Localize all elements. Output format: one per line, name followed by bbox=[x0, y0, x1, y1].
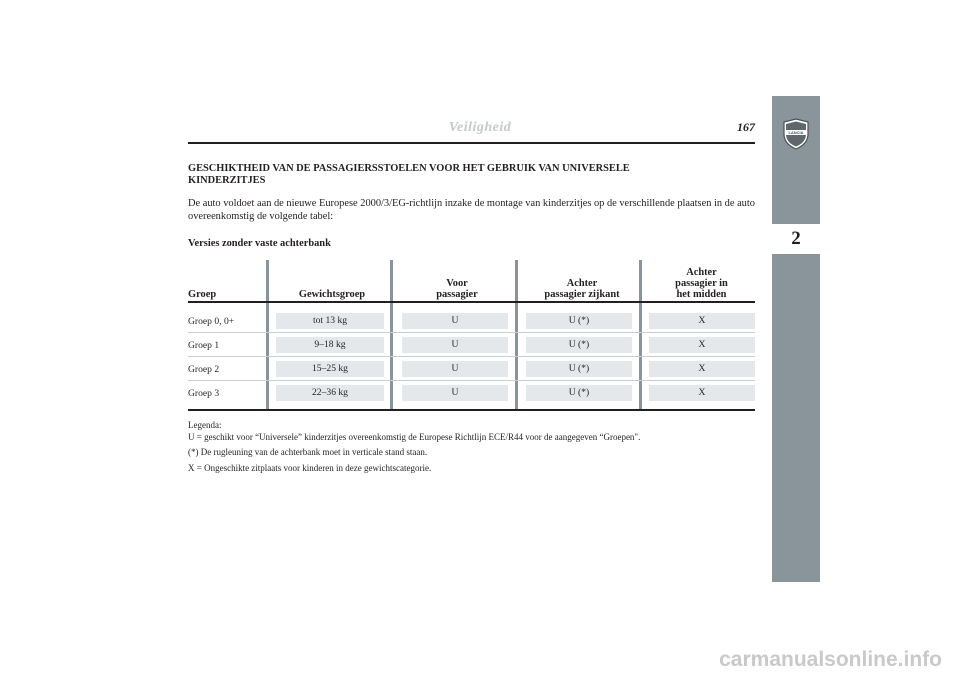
header-rear-mid-line3: het midden bbox=[676, 289, 727, 300]
row-rear-mid-cell: X bbox=[649, 361, 755, 377]
header-rule-bottom bbox=[188, 301, 755, 303]
header-rear-mid-line2: passagier in bbox=[675, 278, 728, 289]
column-separator bbox=[639, 260, 642, 410]
row-group-label: Groep 0, 0+ bbox=[188, 316, 235, 327]
row-weight-cell: tot 13 kg bbox=[276, 313, 384, 329]
header-rear-side bbox=[525, 278, 639, 300]
legend-u: U = geschikt voor “Universele” kinderzitjes overeenkomstig de Europese Richtlijn ECE/R44 voor de aangegeven “Groepen". bbox=[188, 431, 641, 442]
column-separator bbox=[266, 260, 269, 410]
legend bbox=[188, 420, 758, 478]
page-number: 167 bbox=[737, 120, 755, 134]
table-subheading: Versies zonder vaste achterbank bbox=[188, 238, 331, 249]
row-front-cell: U bbox=[402, 337, 508, 353]
row-rear-mid-cell: X bbox=[649, 313, 755, 329]
svg-text:LANCIA: LANCIA bbox=[788, 130, 804, 136]
lancia-shield-logo-icon bbox=[782, 118, 810, 150]
row-front-cell: U bbox=[402, 313, 508, 329]
row-rear-side-cell: U (*) bbox=[526, 385, 632, 401]
header-rule bbox=[188, 142, 755, 144]
table-bottom-rule bbox=[188, 409, 755, 411]
row-weight-cell: 9–18 kg bbox=[276, 337, 384, 353]
row-rear-side-cell: U (*) bbox=[526, 361, 632, 377]
row-rear-mid-cell: X bbox=[649, 337, 755, 353]
header-front-line1: Voor bbox=[446, 278, 468, 289]
row-weight-cell: 15–25 kg bbox=[276, 361, 384, 377]
intro-paragraph: De auto voldoet aan de nieuwe Europese 2000/3/EG-richtlijn inzake de montage van kinderzitjes op de verschillende plaatsen in de auto overeenkomstig de volgende tabel: bbox=[188, 198, 755, 222]
row-rear-side-cell: U (*) bbox=[526, 313, 632, 329]
chapter-number: 2 bbox=[791, 228, 801, 249]
row-divider bbox=[188, 356, 755, 357]
legend-star: (*) De rugleuning van de achterbank moet in verticale stand staan. bbox=[188, 447, 428, 457]
child-seat-table bbox=[188, 260, 755, 412]
chapter-side-tab bbox=[772, 96, 820, 582]
header-front-passenger bbox=[402, 278, 512, 300]
legend-title: Legenda: bbox=[188, 420, 222, 430]
header-rear-side-line1: Achter bbox=[566, 278, 598, 289]
page-header-title: Veiligheid bbox=[448, 120, 512, 135]
row-group-label: Groep 3 bbox=[188, 388, 220, 399]
watermark: carmanualsonline.info bbox=[719, 648, 942, 671]
column-separator bbox=[390, 260, 393, 410]
row-divider bbox=[188, 332, 755, 333]
header-front-line2: passagier bbox=[436, 289, 478, 300]
row-front-cell: U bbox=[402, 385, 508, 401]
row-divider bbox=[188, 380, 755, 381]
row-rear-mid-cell: X bbox=[649, 385, 755, 401]
row-rear-side-cell: U (*) bbox=[526, 337, 632, 353]
header-rear-middle bbox=[648, 267, 755, 300]
legend-x: X = Ongeschikte zitplaats voor kinderen in deze gewichtscategorie. bbox=[188, 462, 432, 473]
header-rear-mid-line1: Achter bbox=[686, 267, 717, 278]
row-weight-cell: 22–36 kg bbox=[276, 385, 384, 401]
row-group-label: Groep 1 bbox=[188, 340, 220, 351]
column-separator bbox=[515, 260, 518, 410]
chapter-box[interactable] bbox=[772, 222, 820, 256]
header-weight: Gewichtsgroep bbox=[298, 289, 366, 300]
header-rear-side-line2: passagier zijkant bbox=[544, 289, 620, 300]
section-heading: GESCHIKTHEID VAN DE PASSAGIERSSTOELEN VOOR HET GEBRUIK VAN UNIVERSELE KINDERZITJES bbox=[188, 163, 630, 186]
row-group-label: Groep 2 bbox=[188, 364, 220, 375]
header-group: Groep bbox=[188, 289, 217, 300]
row-front-cell: U bbox=[402, 361, 508, 377]
